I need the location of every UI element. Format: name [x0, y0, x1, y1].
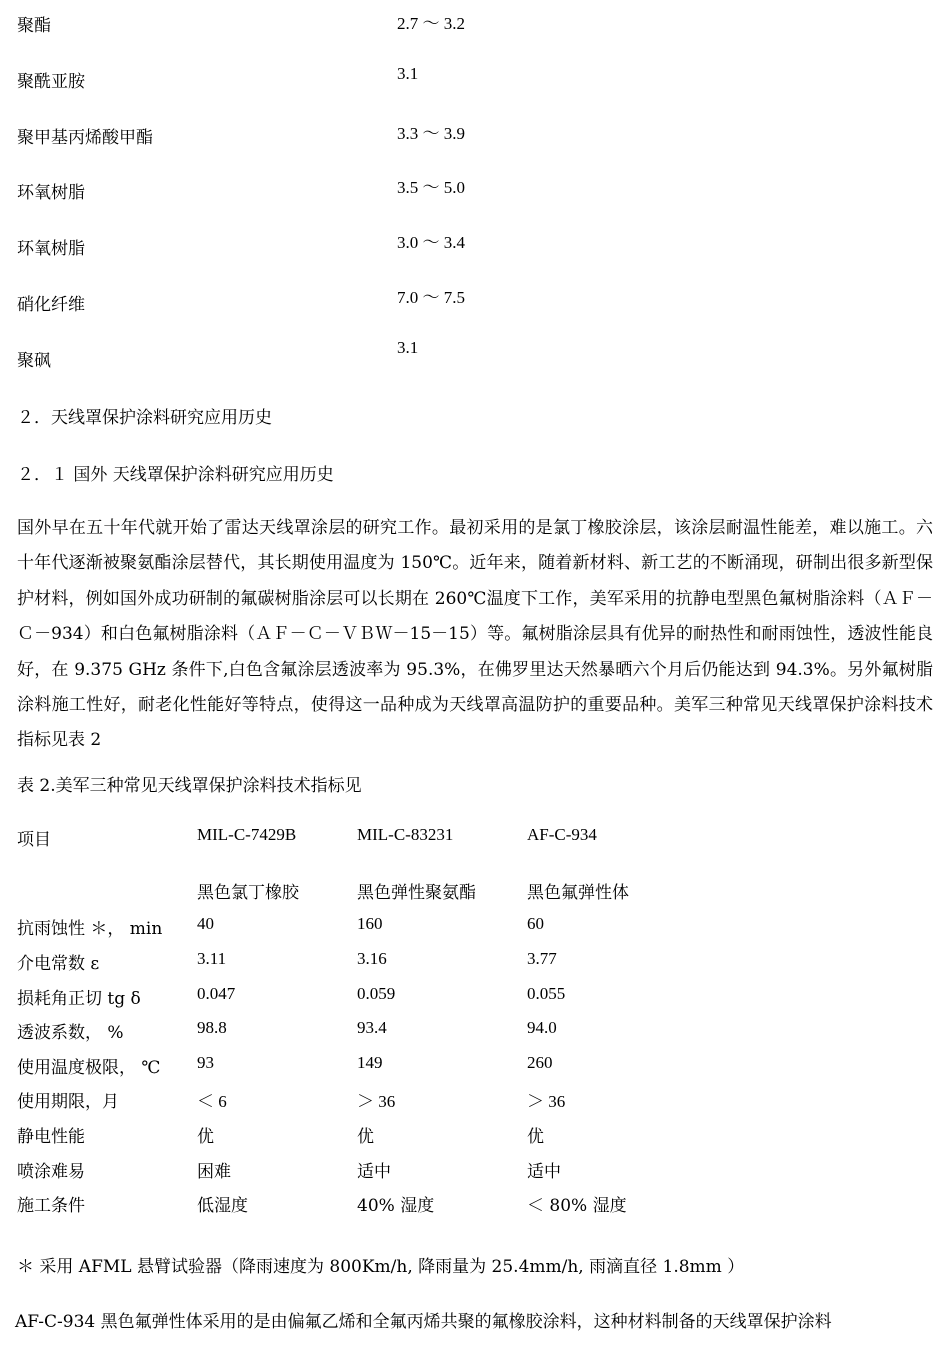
table-footnote: ＊ 采用 AFML 悬臂试验器（降雨速度为 800Km/h, 降雨量为 25.4mm/h, 雨滴直径 1.8mm ）: [17, 1257, 745, 1277]
body-text-line: AF-C-934 黑色氟弹性体采用的是由偏氟乙烯和全氟丙烯共聚的氟橡胶涂料，这种材料制备的天线罩保护涂料: [15, 1312, 832, 1332]
material-name: 环氧树脂: [17, 239, 85, 259]
header-cell: AF-C-934: [527, 825, 597, 844]
row-label: 抗雨蚀性 ＊， min: [17, 919, 163, 939]
table-cell: 60: [527, 914, 544, 933]
subheader-cell: 黑色氯丁橡胶: [197, 883, 299, 903]
row-label: 损耗角正切 tg δ: [17, 989, 141, 1009]
table-cell: 160: [357, 914, 383, 933]
table-cell: 0.055: [527, 984, 566, 1003]
material-name: 聚砜: [17, 351, 51, 371]
table-cell: ＜ 80% 湿度: [527, 1196, 627, 1216]
header-cell: MIL-C-83231: [357, 825, 454, 844]
material-value: 3.5 ～ 5.0: [397, 178, 465, 197]
row-label: 喷涂难易: [17, 1162, 85, 1182]
header-cell: 项目: [17, 830, 51, 850]
table-cell: 93: [197, 1053, 214, 1072]
section-heading: ２．天线罩保护涂料研究应用历史: [17, 408, 272, 428]
table-cell: 149: [357, 1053, 383, 1072]
material-value: 2.7 ～ 3.2: [397, 14, 465, 33]
table-cell: 低湿度: [197, 1196, 248, 1216]
subsection-heading: ２．１ 国外 天线罩保护涂料研究应用历史: [17, 465, 334, 485]
table-cell: 优: [357, 1127, 374, 1147]
table-cell: 94.0: [527, 1018, 557, 1037]
table-cell: 适中: [357, 1162, 391, 1182]
table-cell: ＜ 6: [197, 1092, 227, 1111]
table-cell: ＞ 36: [357, 1092, 396, 1111]
table-caption: 表 2.美军三种常见天线罩保护涂料技术指标见: [17, 776, 362, 796]
subheader-cell: 黑色氟弹性体: [527, 883, 629, 903]
table-cell: 3.77: [527, 949, 557, 968]
material-name: 环氧树脂: [17, 183, 85, 203]
row-label: 静电性能: [17, 1127, 85, 1147]
material-value: 3.1: [397, 338, 419, 357]
table-cell: 40: [197, 914, 214, 933]
table-cell: 优: [197, 1127, 214, 1147]
subheader-cell: 黑色弹性聚氨酯: [357, 883, 476, 903]
table-cell: 困难: [197, 1162, 231, 1182]
material-value: 3.3 ～ 3.9: [397, 124, 465, 143]
table-cell: ＞ 36: [527, 1092, 566, 1111]
material-name: 聚酯: [17, 16, 51, 36]
row-label: 介电常数 ε: [17, 954, 100, 974]
material-name: 聚甲基丙烯酸甲酯: [17, 128, 153, 148]
material-value: 7.0 ～ 7.5: [397, 288, 465, 307]
material-value: 3.1: [397, 64, 419, 83]
table-cell: 260: [527, 1053, 553, 1072]
table-cell: 0.059: [357, 984, 396, 1003]
table-cell: 3.16: [357, 949, 387, 968]
row-label: 使用期限，月: [17, 1092, 119, 1112]
material-name: 聚酰亚胺: [17, 72, 85, 92]
body-paragraph: 国外早在五十年代就开始了雷达天线罩涂层的研究工作。最初采用的是氯丁橡胶涂层，该涂层耐温性能差，难以施工。六十年代逐渐被聚氨酯涂层替代，其长期使用温度为 150℃。近年来，随着新材料、新工艺的不断涌现，研制出很多新型保护材料，例如国外成功研制的氟碳树脂涂层可以长期在 260℃温度下工作，美军采用的抗静电型黑色氟树脂涂料（ＡＦ－Ｃ－934）和白色氟树脂涂料（ＡＦ－Ｃ－ＶＢＷ－15－15）等。氟树脂涂层具有优异的耐热性和耐雨蚀性，透波性能良好，在 9.375 GHz 条件下,白色含氟涂层透波率为 95.3%，在佛罗里达天然暴晒六个月后仍能达到 94.3%。另外氟树脂涂料施工性好，耐老化性能好等特点，使得这一品种成为天线罩高温防护的重要品种。美军三种常见天线罩保护涂料技术指标见表 2: [17, 518, 933, 751]
table-cell: 98.8: [197, 1018, 227, 1037]
table-cell: 93.4: [357, 1018, 387, 1037]
table-cell: 40% 湿度: [357, 1196, 435, 1216]
table-cell: 适中: [527, 1162, 561, 1182]
row-label: 使用温度极限， ℃: [17, 1058, 161, 1078]
material-value: 3.0 ～ 3.4: [397, 233, 465, 252]
row-label: 施工条件: [17, 1196, 85, 1216]
table-cell: 3.11: [197, 949, 227, 968]
table-cell: 优: [527, 1127, 544, 1147]
table-cell: 0.047: [197, 984, 236, 1003]
row-label: 透波系数， %: [17, 1023, 124, 1043]
material-name: 硝化纤维: [17, 295, 85, 315]
header-cell: MIL-C-7429B: [197, 825, 297, 844]
